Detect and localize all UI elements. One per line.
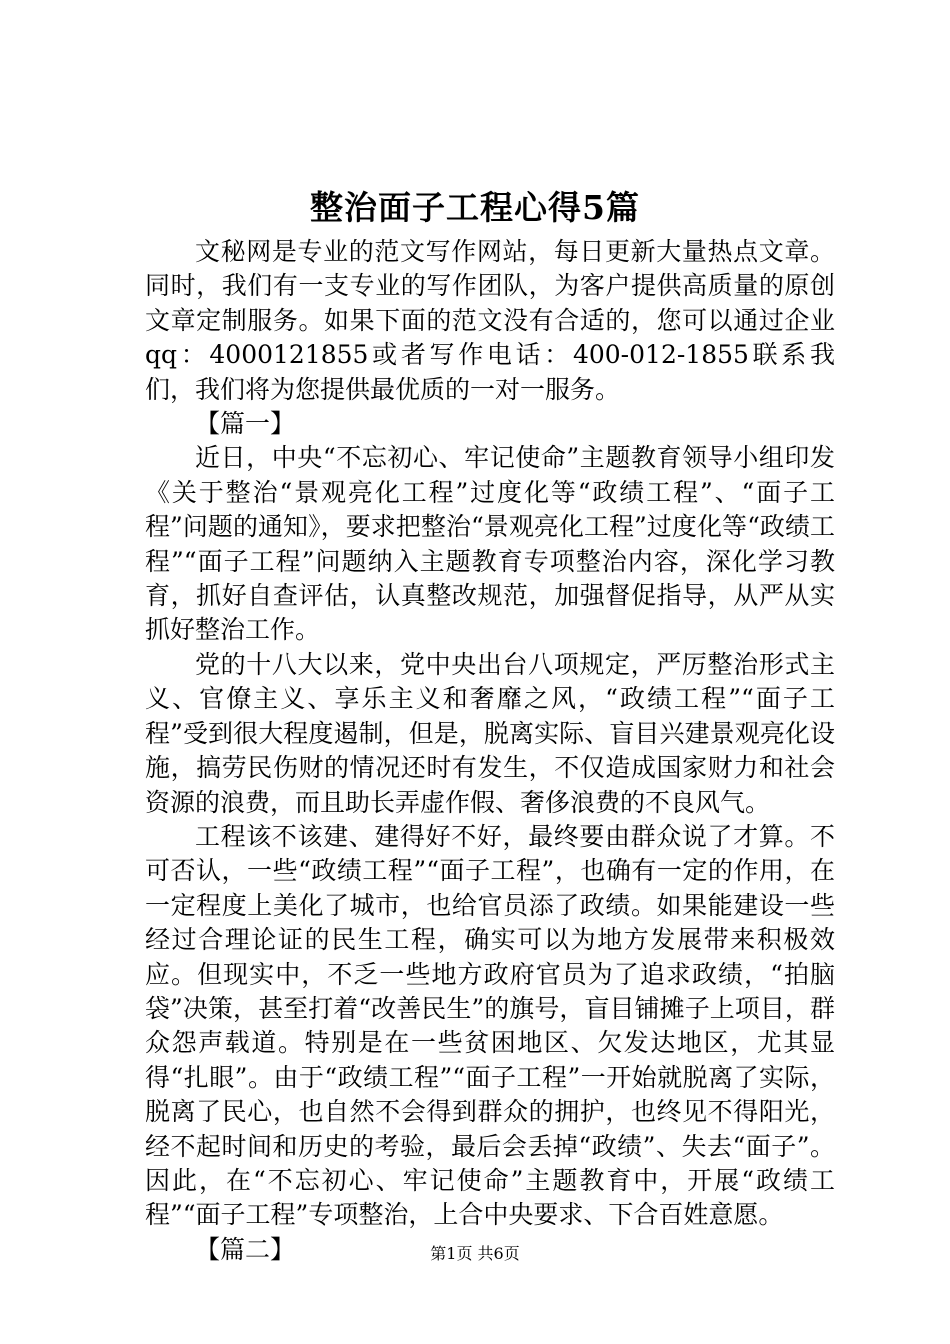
body-paragraph: 近日，中央“不忘初心、牢记使命”主题教育领导小组印发《关于整治“景观亮化工程”过度化等“政绩工程”、“面子工程”问题的通知》，要求把整治“景观亮化工程”过度化等“政绩工程”“面子工程”问题纳入主题教育专项整治内容，深化学习教育，抓好自查评估，认真整改规范，加强督促指导，从严从实抓好整治工作。 [145, 443, 835, 645]
document-title: 整治面子工程心得5篇 [310, 188, 640, 227]
intro-paragraph: 文秘网是专业的范文写作网站，每日更新大量热点文章。同时，我们有一支专业的写作团队，为客户提供高质量的原创文章定制服务。如果下面的范文没有合适的，您可以通过企业qq：4000121855或者写作电话：400-012-1855联系我们，我们将为您提供最优质的一对一服务。 [145, 237, 835, 404]
document-body [145, 235, 835, 1267]
section-heading-2: 【篇二】 [195, 1234, 296, 1264]
body-paragraph: 工程该不该建、建得好不好，最终要由群众说了才算。不可否认，一些“政绩工程”“面子工程”，也确有一定的作用，在一定程度上美化了城市，也给官员添了政绩。如果能建设一些经过合理论证的民生工程，确实可以为地方发展带来积极效应。但现实中，不乏一些地方政府官员为了追求政绩，“拍脑袋”决策，甚至打着“改善民生”的旗号，盲目铺摊子上项目，群众怨声载道。特别是在一些贫困地区、欠发达地区，尤其显得“扎眼”。由于“政绩工程”“面子工程”一开始就脱离了实际，脱离了民心，也自然不会得到群众的拥护，也终见不得阳光，经不起时间和历史的考验，最后会丢掉“政绩”、失去“面子”。因此，在“不忘初心、牢记使命”主题教育中，开展“政绩工程”“面子工程”专项整治，上合中央要求、下合百姓意愿。 [145, 821, 835, 1230]
body-paragraph: 党的十八大以来，党中央出台八项规定，严厉整治形式主义、官僚主义、享乐主义和奢靡之风，“政绩工程”“面子工程”受到很大程度遏制，但是，脱离实际、盲目兴建景观亮化设施，搞劳民伤财的情况还时有发生，不仅造成国家财力和社会资源的浪费，而且助长弄虚作假、奢侈浪费的不良风气。 [145, 649, 835, 817]
page-footer: 第1页 共6页 [430, 1244, 520, 1263]
section-heading-1: 【篇一】 [195, 409, 296, 439]
